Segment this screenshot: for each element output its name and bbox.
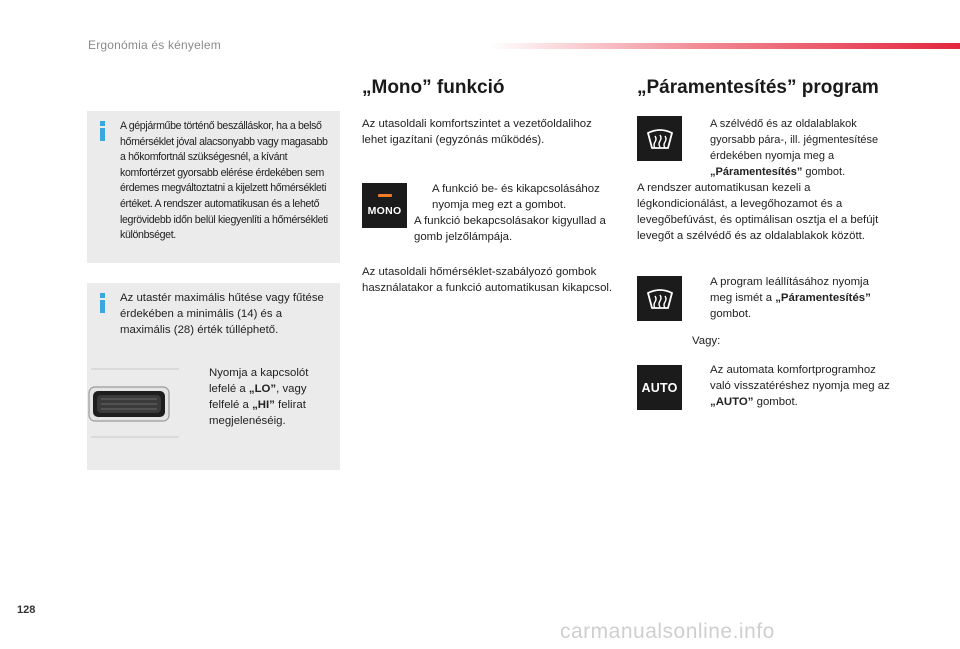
defog-description: A rendszer automatikusan kezeli a légkondicionálást, a levegőhozamot és a levegőbefúvást, és optimálisan osztja el a befújt levegőt a szélvédő és az oldalablakok között. [637, 182, 879, 242]
hi-label: „HI” [252, 399, 275, 411]
bullet-icon [692, 362, 710, 410]
defog-button[interactable] [637, 116, 682, 161]
mono-heading: „Mono” funkció [362, 77, 505, 98]
mono-button[interactable] [362, 183, 407, 228]
lo-hi-switch-illustration [87, 365, 183, 447]
mono-indicator-led [378, 194, 392, 197]
windshield-defrost-icon [645, 287, 675, 311]
mono-outro: Az utasoldali hőmérséklet-szabályozó gombok használatakor a funkció automatikusan kikapcsol. [362, 266, 613, 294]
info-note-max-cooling [87, 283, 340, 470]
info-note-temperature [87, 111, 340, 263]
defog-stop-button[interactable] [637, 276, 682, 321]
section-title: Ergonómia és kényelem [88, 38, 221, 52]
defog-heading: „Páramentesítés” program [637, 77, 879, 98]
info-note-text: A gépjárműbe történő beszálláskor, ha a belső hőmérséklet jóval alacsonyabb vagy magasabb a hőkomfortnál szükségesnél, a kívánt komfortérzet gyorsabb elérése érdekében sem érdemes megváltoztatni a kijelzett hőmérsékleti értéket. A rendszer automatikusan és a lehető legrövidebb időn belül kiegyenlíti a hőmérsékleti különbséget. [120, 120, 328, 242]
defog-stop-instruction: A program leállításához nyomja meg ismét a „Páramentesítés” gombot. [692, 274, 892, 322]
page-number: 128 [17, 604, 36, 616]
mono-button-label: MONO [367, 205, 402, 217]
auto-button[interactable] [637, 365, 682, 410]
info-icon [100, 121, 105, 141]
or-label: Vagy: [692, 335, 721, 347]
bullet-icon [692, 274, 710, 322]
auto-button-label: AUTO [641, 380, 678, 395]
windshield-defrost-icon [645, 127, 675, 151]
info-icon [100, 293, 105, 313]
mono-instruction-note: A funkció bekapcsolásakor kigyullad a gomb jelzőlámpája. [414, 215, 606, 243]
auto-instruction: Az automata komfortprogramhoz való visszatéréshez nyomja meg az „AUTO” gombot. [692, 362, 892, 410]
lo-label: „LO” [248, 383, 277, 395]
bullet-icon [414, 181, 432, 213]
header-accent-bar [490, 43, 960, 49]
bullet-icon [191, 365, 209, 429]
defog-start-instruction: A szélvédő és az oldalablakok gyorsabb pára-, ill. jégmentesítése érdekében nyomja meg a „Páramentesítés” gombot. [692, 116, 892, 180]
bullet-icon [692, 116, 710, 180]
watermark: carmanualsonline.info [560, 620, 775, 643]
mono-instruction: A funkció be- és kikapcsolásához nyomja meg ezt a gombot. A funkció bekapcsolásakor kigyullad a gomb jelzőlámpája. [414, 181, 619, 245]
lo-hi-instruction: Nyomja a kapcsolót lefelé a „LO”, vagy felfelé a „HI” felirat megjelenéséig. [191, 365, 331, 429]
mono-intro: Az utasoldali komfortszintet a vezetőoldalihoz lehet igazítani (egyzónás működés). [362, 118, 592, 146]
info-note-text: Az utastér maximális hűtése vagy fűtése érdekében a minimális (14) és a maximális (28) érték túlléphető. [120, 292, 324, 336]
